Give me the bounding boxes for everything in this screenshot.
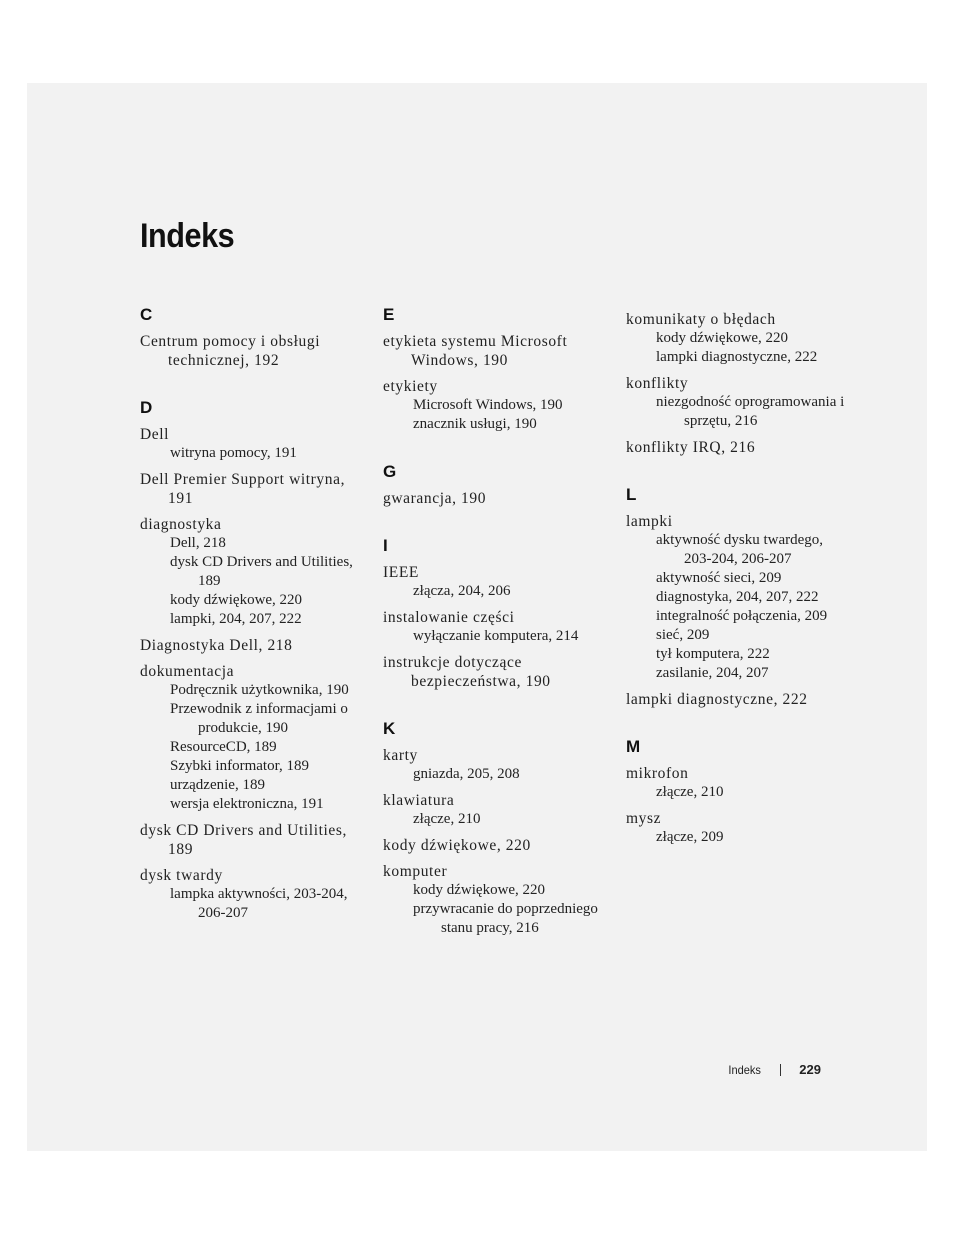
index-entry: komputer	[383, 863, 448, 880]
index-subentry: Microsoft Windows, 190	[413, 397, 563, 413]
index-entry: Diagnostyka Dell, 218	[140, 637, 293, 654]
index-entry: Centrum pomocy i obsługi technicznej, 192	[140, 333, 321, 369]
index-column-1	[140, 305, 355, 951]
index-subentry: wyłączanie komputera, 214	[413, 628, 579, 644]
index-subentry: kody dźwiękowe, 220	[656, 330, 789, 346]
index-section	[383, 462, 598, 508]
index-subentry: złącze, 209	[656, 829, 724, 845]
index-entry: mikrofon	[626, 765, 689, 782]
index-subentry: przywracanie do poprzedniego stanu pracy, 216	[413, 901, 598, 936]
index-entry: klawiatura	[383, 792, 455, 809]
index-subentry: aktywność sieci, 209	[656, 570, 782, 586]
index-entry: komunikaty o błędach	[626, 311, 776, 328]
section-letter: M	[626, 737, 641, 756]
index-column-3	[626, 303, 851, 875]
index-entry: Dell	[140, 426, 170, 443]
index-subentry: zasilanie, 204, 207	[656, 665, 769, 681]
section-letter: K	[383, 719, 396, 738]
index-entry: gwarancja, 190	[383, 490, 487, 507]
page-footer	[727, 1062, 821, 1077]
index-section	[383, 719, 598, 938]
section-letter: I	[383, 536, 388, 555]
index-entry: dysk CD Drivers and Utilities, 189	[140, 822, 347, 858]
index-subentry: kody dźwiękowe, 220	[413, 882, 546, 898]
index-entry: IEEE	[383, 564, 419, 581]
index-entry: kody dźwiękowe, 220	[383, 837, 531, 854]
index-section	[140, 398, 355, 923]
index-subentry: złącze, 210	[413, 811, 481, 827]
index-subentry: lampka aktywności, 203-204, 206-207	[170, 886, 348, 921]
index-entry: instalowanie części	[383, 609, 515, 626]
index-subentry: ResourceCD, 189	[170, 739, 277, 755]
index-entry: instrukcje dotyczące bezpieczeństwa, 190	[383, 654, 551, 690]
index-entry: etykiety	[383, 378, 438, 395]
section-letter: D	[140, 398, 153, 417]
index-subentry: tył komputera, 222	[656, 646, 770, 662]
footer-label: Indeks	[728, 1062, 761, 1077]
index-subentry: gniazda, 205, 208	[413, 766, 520, 782]
index-section	[626, 310, 851, 457]
index-section	[140, 305, 355, 370]
index-subentry: Szybki informator, 189	[170, 758, 309, 774]
index-subentry: niezgodność oprogramowania i sprzętu, 216	[656, 394, 845, 429]
index-entry: dokumentacja	[140, 663, 235, 680]
section-letter: G	[383, 462, 397, 481]
index-subentry: złącze, 210	[656, 784, 724, 800]
index-entry: dysk twardy	[140, 867, 223, 884]
index-entry: karty	[383, 747, 418, 764]
page-title: Indeks	[140, 217, 235, 255]
index-section	[626, 485, 851, 709]
section-letter: L	[626, 485, 637, 504]
index-entry: etykieta systemu Microsoft Windows, 190	[383, 333, 568, 369]
index-subentry: Dell, 218	[170, 535, 226, 551]
index-subentry: integralność połączenia, 209	[656, 608, 828, 624]
index-entry: Dell Premier Support witryna, 191	[140, 471, 346, 507]
index-subentry: diagnostyka, 204, 207, 222	[656, 589, 819, 605]
index-section	[626, 737, 851, 847]
index-subentry: Przewodnik z informacjami o produkcie, 190	[170, 701, 348, 736]
index-entry: diagnostyka	[140, 516, 222, 533]
section-letter: E	[383, 305, 395, 324]
index-entry: lampki	[626, 513, 673, 530]
index-subentry: kody dźwiękowe, 220	[170, 592, 303, 608]
page-number: 229	[799, 1062, 821, 1077]
index-subentry: witryna pomocy, 191	[170, 445, 297, 461]
index-section	[383, 536, 598, 691]
index-entry: konflikty IRQ, 216	[626, 439, 756, 456]
index-subentry: znacznik usługi, 190	[413, 416, 537, 432]
index-subentry: urządzenie, 189	[170, 777, 265, 793]
index-subentry: złącza, 204, 206	[413, 583, 511, 599]
index-entry: lampki diagnostyczne, 222	[626, 691, 808, 708]
footer-separator	[780, 1064, 781, 1076]
index-subentry: lampki diagnostyczne, 222	[656, 349, 818, 365]
index-subentry: sieć, 209	[656, 627, 710, 643]
index-subentry: Podręcznik użytkownika, 190	[170, 682, 349, 698]
section-letter: C	[140, 305, 153, 324]
index-subentry: dysk CD Drivers and Utilities, 189	[170, 554, 353, 589]
index-entry: mysz	[626, 810, 662, 827]
index-subentry: lampki, 204, 207, 222	[170, 611, 302, 627]
index-column-2	[383, 305, 598, 966]
index-subentry: wersja elektroniczna, 191	[170, 796, 324, 812]
index-entry: konflikty	[626, 375, 689, 392]
index-subentry: aktywność dysku twardego, 203-204, 206-207	[656, 532, 824, 567]
index-section	[383, 305, 598, 434]
